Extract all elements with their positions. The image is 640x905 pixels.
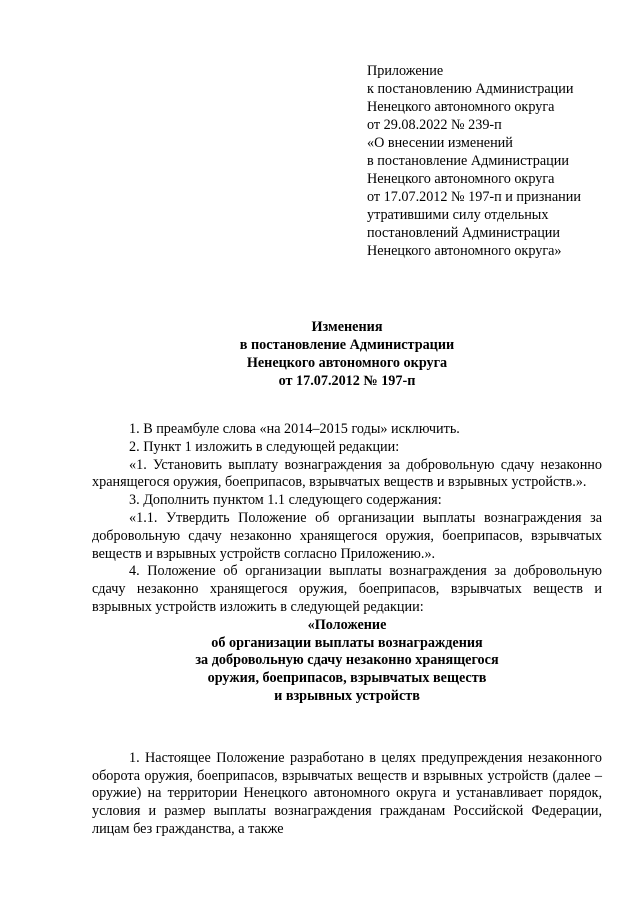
item-3: 3. Дополнить пунктом 1.1 следующего содержания: (129, 492, 442, 509)
appendix-line: в постановление Администрации (367, 153, 569, 169)
item-1: 1. В преамбуле слова «на 2014–2015 годы» исключить. (129, 421, 460, 437)
appendix-line: от 29.08.2022 № 239-п (367, 117, 502, 133)
regulation-title-line: «Положение (307, 616, 387, 633)
document-title (92, 318, 602, 390)
document-body (92, 421, 602, 839)
item-3-quote: «1.1. Утвердить Положение об организации выплаты вознаграждения за добровольную сдачу незаконно хранящегося оружия, боеприпасов, взрывчатых веществ и взрывных устройств согласно Приложению.». (92, 509, 602, 562)
regulation-title-line: и взрывных устройств (274, 687, 420, 704)
appendix-line: Ненецкого автономного округа (367, 171, 555, 187)
appendix-line: утратившими силу отдельных (367, 207, 549, 223)
appendix-block (367, 62, 627, 260)
title-line: от 17.07.2012 № 197-п (278, 373, 416, 389)
appendix-line: к постановлению Администрации (367, 81, 574, 97)
appendix-line: Ненецкого автономного округа» (367, 243, 562, 259)
appendix-line: постановлений Администрации (367, 225, 560, 241)
appendix-line: Ненецкого автономного округа (367, 99, 555, 115)
item-4: 4. Положение об организации выплаты вознаграждения за добровольную сдачу незаконно хранящегося оружия, боеприпасов, взрывчатых веществ и взрывных устройств изложить в следующей редакции: (92, 563, 602, 615)
regulation-title (92, 617, 602, 706)
title-line: Ненецкого автономного округа (246, 355, 448, 371)
item-2: 2. Пункт 1 изложить в следующей редакции: (129, 438, 400, 455)
title-line: в постановление Администрации (239, 337, 455, 353)
appendix-line: Приложение (367, 63, 444, 79)
regulation-title-line: оружия, боеприпасов, взрывчатых веществ (207, 670, 487, 687)
regulation-title-line: за добровольную сдачу незаконно хранящегося (195, 652, 499, 669)
appendix-line: от 17.07.2012 № 197-п и признании (367, 189, 581, 205)
item-2-quote: «1. Установить выплату вознаграждения за добровольную сдачу незаконно хранящегося оружия, боеприпасов, взрывчатых веществ и взрывных устройств.». (92, 456, 602, 491)
appendix-line: «О внесении изменений (367, 135, 513, 151)
regulation-title-line: об организации выплаты вознаграждения (211, 634, 483, 651)
regulation-item-1: 1. Настоящее Положение разработано в целях предупреждения незаконного оборота оружия, боеприпасов, взрывчатых веществ и взрывных устройств (далее – оружие) на территории Ненецкого автономного округа и устанавливает порядок, условия и размер выплаты вознаграждения гражданам Российской Федерации, лицам без гражданства, а также (92, 749, 602, 837)
title-line: Изменения (311, 319, 383, 335)
